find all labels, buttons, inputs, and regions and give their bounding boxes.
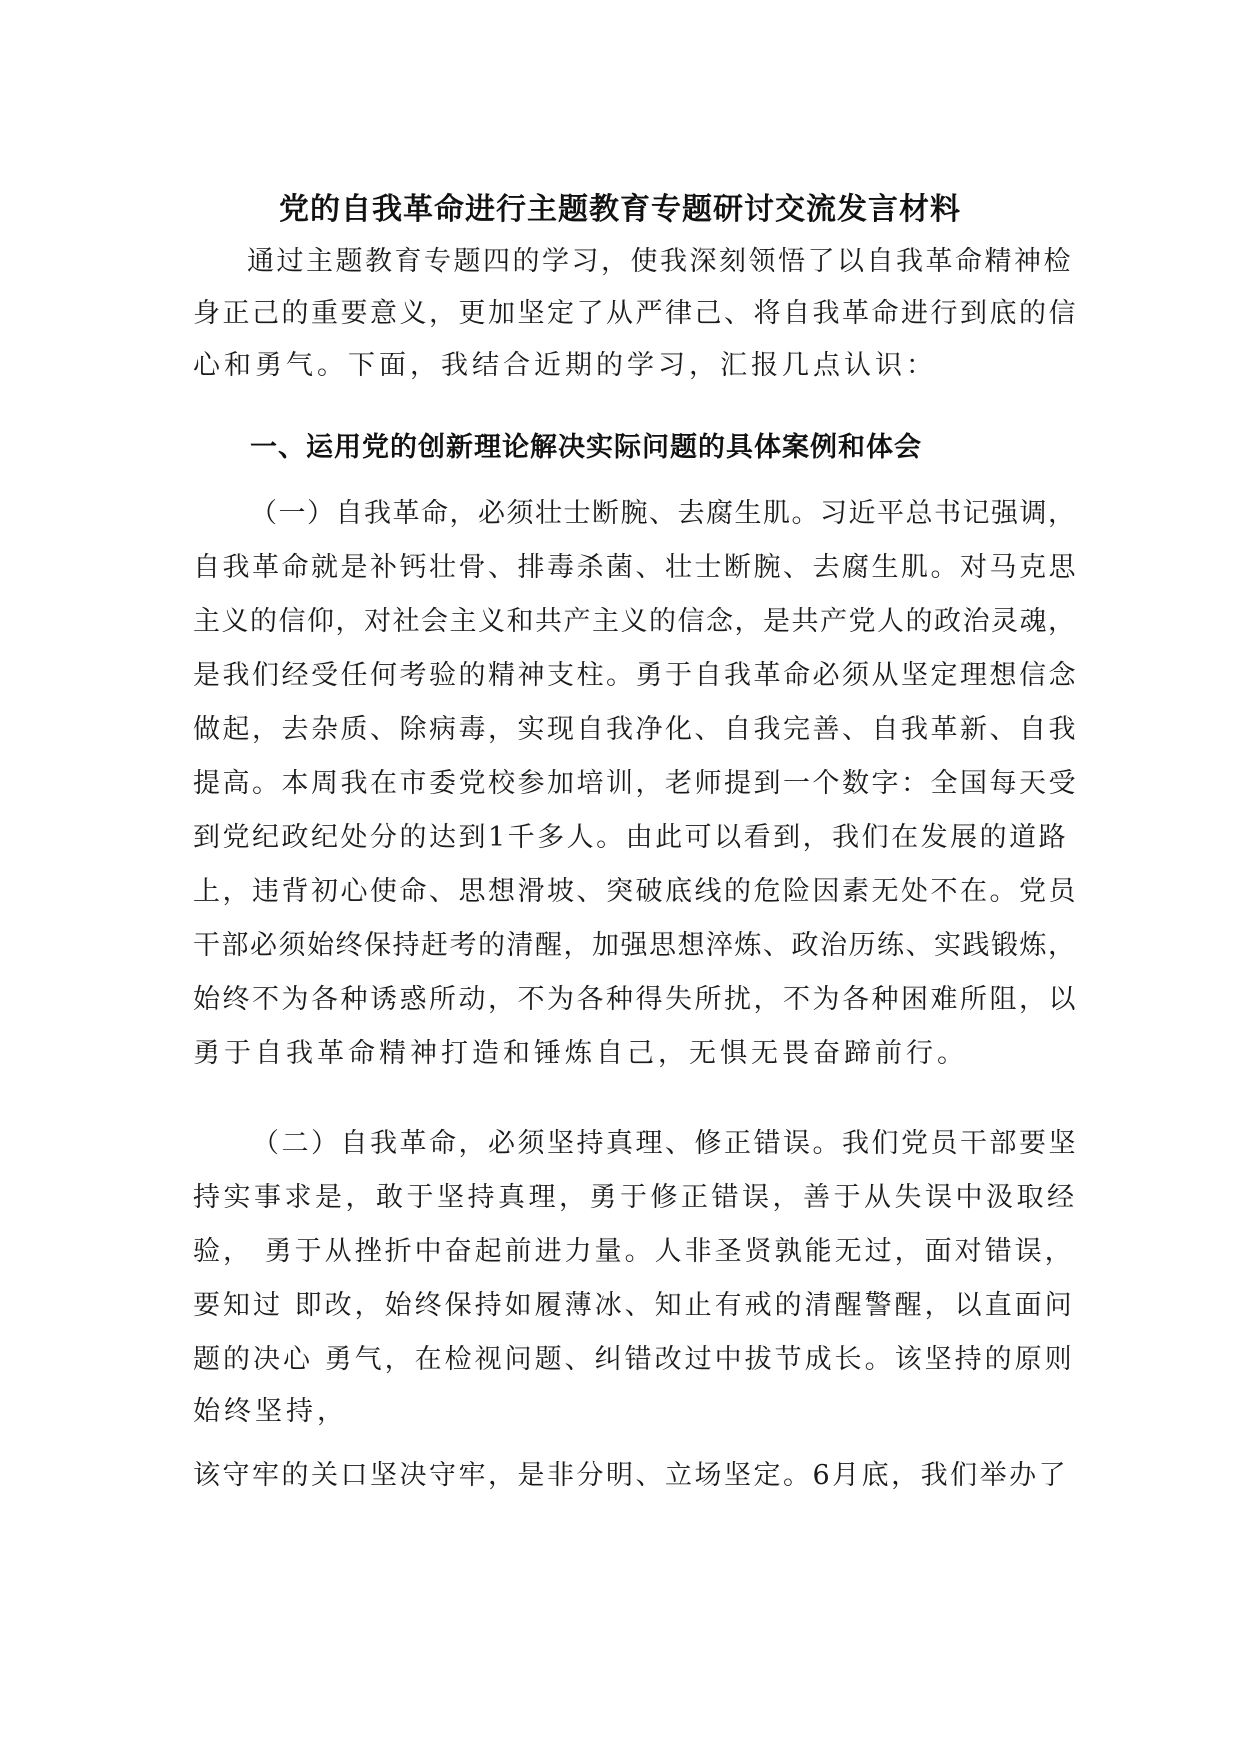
section1-line-3: 主义的信仰，对社会主义和共产主义的信念，是共产党人的政治灵魂，	[193, 606, 1077, 637]
section1-line-9: 干部必须始终保持赶考的清醒，加强思想淬炼、政治历练、实践锻炼，	[193, 930, 1077, 961]
intro-line-1: 通过主题教育专题四的学习，使我深刻领悟了以自我革命精神检	[247, 246, 1073, 277]
section-heading-1: 一、运用党的创新理论解决实际问题的具体案例和体会	[250, 432, 922, 463]
section1-line-8: 上，违背初心使命、思想滑坡、突破底线的危险因素无处不在。党员	[193, 876, 1078, 907]
section2-line-5: 题的决心 勇气，在检视问题、纠错改过中拔节成长。该坚持的原则	[193, 1344, 1075, 1375]
section1-line-6: 提高。本周我在市委党校参加培训，老师提到一个数字：全国每天受	[193, 768, 1078, 799]
section1-line-10: 始终不为各种诱惑所动，不为各种得失所扰，不为各种困难所阻，以	[193, 984, 1078, 1015]
section2-line-7: 该守牢的关口坚决守牢，是非分明、立场坚定。6月底，我们举办了	[193, 1460, 1069, 1491]
section1-line-11: 勇于自我革命精神打造和锤炼自己，无惧无畏奋蹄前行。	[193, 1038, 968, 1069]
document-title: 党的自我革命进行主题教育专题研讨交流发言材料	[279, 192, 961, 227]
section1-line-7: 到党纪政纪处分的达到1千多人。由此可以看到，我们在发展的道路	[193, 822, 1069, 853]
section1-line-5: 做起，去杂质、除病毒，实现自我净化、自我完善、自我革新、自我	[193, 714, 1078, 745]
section2-line-4: 要知过 即改，始终保持如履薄冰、知止有戒的清醒警醒，以直面问	[193, 1290, 1075, 1321]
section2-line-3: 验， 勇于从挫折中奋起前进力量。人非圣贤孰能无过，面对错误，	[193, 1236, 1075, 1267]
section1-line-2: 自我革命就是补钙壮骨、排毒杀菌、壮士断腕、去腐生肌。对马克思	[193, 552, 1078, 583]
section2-line-2: 持实事求是，敢于坚持真理，勇于修正错误，善于从失误中汲取经	[193, 1182, 1078, 1213]
intro-line-3: 心和勇气。下面，我结合近期的学习，汇报几点认识：	[193, 350, 937, 381]
section1-line-4: 是我们经受任何考验的精神支柱。勇于自我革命必须从坚定理想信念	[193, 660, 1078, 691]
section2-line-6: 始终坚持，	[193, 1396, 348, 1427]
section1-line-1: （一）自我革命，必须壮士断腕、去腐生肌。习近平总书记强调，	[250, 498, 1077, 529]
section2-line-1: （二）自我革命，必须坚持真理、修正错误。我们党员干部要坚	[252, 1128, 1078, 1159]
intro-line-2: 身正己的重要意义，更加坚定了从严律己、将自我革命进行到底的信	[193, 298, 1078, 329]
